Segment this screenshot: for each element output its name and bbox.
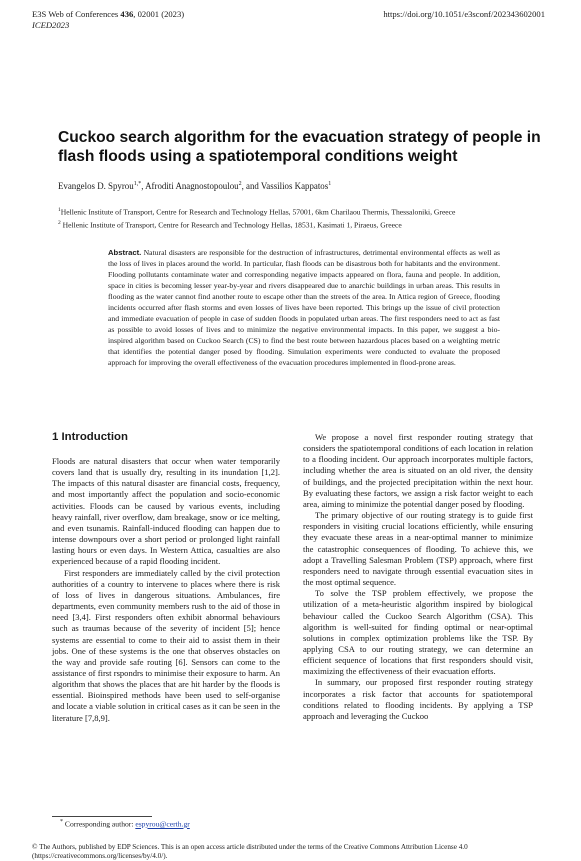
abstract-label: Abstract. [108, 248, 142, 257]
affiliation-2-num: 2 [58, 219, 61, 226]
author-2: , Afroditi Anagnostopoulou [141, 181, 239, 191]
conference-name: ICED2023 [32, 20, 70, 30]
paragraph: We propose a novel first responder routing strategy that considers the spatiotemporal conditions of each location in relation to a flooding incident. Our approach incorporates multiple factors, including whether the area is situated on an old river, the density of buildings, and the projected precipitation within the next hour. By evaluating these factors, we assign a risk factor weight to each area, aiming to minimize the potential danger posed by flooding. [303, 432, 533, 509]
paper-title: Cuckoo search algorithm for the evacuation strategy of people in flash floods using a spatiotemporal conditions weight [58, 129, 541, 165]
author-1-sup: 1,* [133, 181, 142, 188]
paragraph: The primary objective of our routing strategy is to guide first responders in visiting crucial locations efficiently, while ensuring they evacuate these areas in a near-optimal manner to minimize the catastrophic consequences of flooding. To achieve this, we adopt a Travelling Salesman Problem (TSP) approach, where first responders need to navigate through essential evacuation sites in the most optimal sequence. [303, 510, 533, 588]
affiliation-1 [58, 205, 558, 218]
author-1: Evangelos D. Spyrou [58, 181, 134, 191]
journal-name: E3S Web of Conferences [32, 9, 121, 19]
footnote-mark: * [60, 819, 63, 825]
paragraph: First responders are immediately called by the civil protection authorities of a country to intervene to places where there is risk of loss of lives in dangerous situations. Ambulances, fire departments, even community members rush to the aid of those in need [3,4]. First responders often exhibit abnormal behaviours such as traumas because of the severity of incident [5]; hence systems are essential to come to their aid to assist them in their jobs. One of these systems is the one that observes obstacles on the way and provide safe routing [6]. Sensors can come to the assistance of first rspondrs to minimise their exposure to harm. An algorithm that shows the places that are hit harder by the floods is essential. Bioinspired methods have been used to self-organise and locate a viable solution in critical cases as it can be seen in the literature [7,8,9]. [52, 567, 280, 723]
footnote-label: Corresponding author: [63, 819, 136, 829]
section-heading-introduction: 1 Introduction [52, 431, 128, 443]
journal-volume: 436 [120, 9, 134, 19]
running-header-left [32, 9, 184, 31]
affiliation-1-text: Hellenic Institute of Transport, Centre for Research and Technology Hellas, 57001, 6km Charilaou Thermis, Thessaloniki, Greece [60, 207, 456, 217]
author-3: , and Vassilios Kappatos [241, 181, 329, 191]
affiliation-2 [58, 218, 558, 231]
license-notice: © The Authors, published by EDP Sciences. This is an open access article distributed under the terms of the Creative Commons Attribution License 4.0 (https://creativecommons.org/licenses/by/4.0/). [32, 843, 468, 860]
journal-citation [32, 9, 184, 20]
abstract [108, 247, 500, 369]
author-3-sup: 1 [328, 181, 332, 188]
affiliation-1-num: 1 [58, 207, 61, 213]
footnote-divider [52, 816, 152, 817]
corresponding-email-link[interactable]: espyrou@certh.gr [135, 819, 190, 829]
left-column [52, 456, 280, 724]
doi-link[interactable]: https://doi.org/10.1051/e3sconf/202343602001 [383, 9, 545, 19]
author-2-sup: 2 [238, 181, 242, 188]
paragraph: Floods are natural disasters that occur when water temporarily covers land that is usually dry, resulting in its inundation [1,2]. The impacts of this natural disaster are financial costs, frequency, and most importantly affect the population and socio-economic activities. Floods can be caused by various events, including heavy rainfall, river overflow, dam breakage, snow or ice melting, and even tsunamis. Rainfall-induced flooding can happen due to intense downpours over a short period or prolonged light rainfall lasting hours or even days. In Western Attica, casualties are also experienced because of a rapid flooding incident. [52, 456, 280, 567]
paragraph: To solve the TSP problem effectively, we propose the utilization of a meta-heuristic algorithm inspired by biological behaviour called the Cuckoo Search Algorithm (CSA). This algorithm is well-suited for finding optimal or near-optimal solutions in complex optimization problems like the TSP. By applying CSA to our routing strategy, we can determine an efficient sequence of locations that first responders should visit, maximizing the effectiveness of their evacuation efforts. [303, 588, 533, 677]
affiliations [58, 205, 558, 230]
footnote [60, 819, 190, 829]
article-number: , 02001 (2023) [133, 9, 185, 19]
abstract-text: Natural disasters are responsible for the destruction of infrastructures, detrimental environmental effects as well as the loss of lives in places around the world. In particular, flash floods can be disastrous both for habitants and the environment. Flooding pollutants contaminate water and corresponding negative impacts appeared on flora, fauna and people. In addition, space in cities is becoming lesser year-by-year and rivers disappeared due to anarchic buildings in urban areas. This results in flooding as the water cannot find another route to escape other than the streets of the area. In Attica region of Greece, flooding incidents occurred after flash storms and even losses of lives have been reported. This brings up the issue of civil protection and immediate evacuation of people in case of sudden floods in populated urban areas. The first responders need to act as fast as possible to avoid losses of lives and to minimize the negative environmental impacts. In this paper, we suggest a bio-inspired algorithm based on Cuckoo Search (CS) to find the best route between hazardous places based on a weighting metric that identifies the potential danger posed by flooding. Simulation experiments were conducted to evaluate the proposed approach for improving the overall effectiveness of the evacuation procedures implemented in flood-prone areas. [108, 248, 500, 368]
author-list [58, 181, 331, 191]
affiliation-2-text: Hellenic Institute of Transport, Centre for Research and Technology Hellas, 18531, Kasimati 1, Piraeus, Greece [60, 220, 402, 230]
right-column [303, 432, 533, 722]
paragraph: In summary, our proposed first responder routing strategy incorporates a risk factor that accounts for spatiotemporal conditions related to flooding incidents. By applying a TSP approach and leveraging the Cuckoo [303, 677, 533, 721]
